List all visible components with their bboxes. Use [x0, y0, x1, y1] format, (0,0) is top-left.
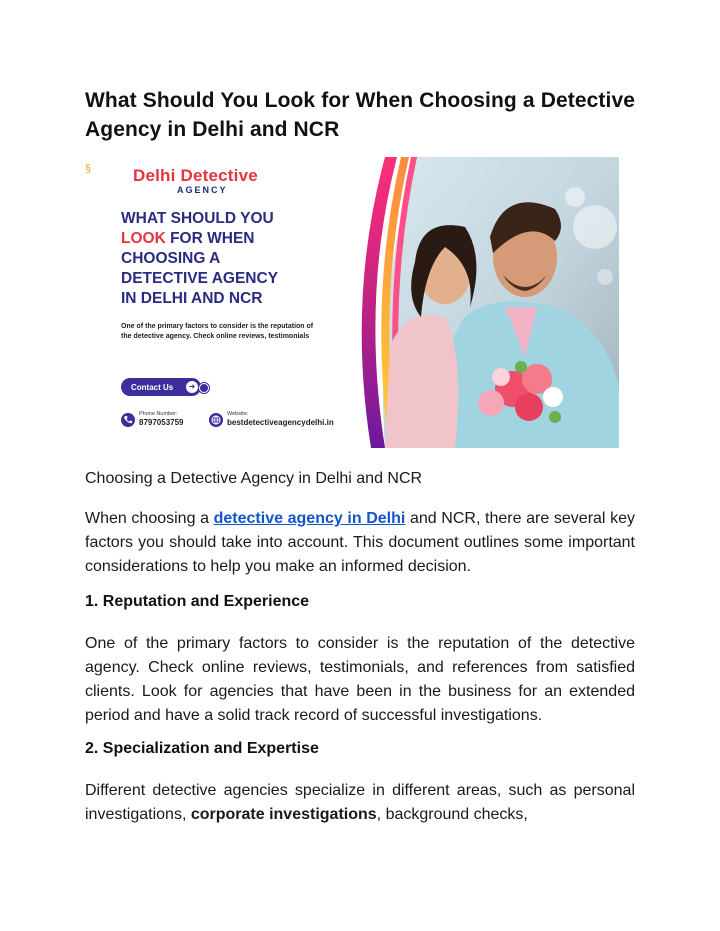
phone-number: 8797053759 — [139, 418, 184, 427]
section-heading: 2. Specialization and Expertise — [85, 740, 319, 757]
intro-paragraph — [85, 507, 635, 579]
intro-text: When choosing a — [85, 510, 214, 527]
banner-image — [85, 157, 619, 448]
headline-line — [121, 229, 331, 249]
phone-label: Phone Number: — [139, 411, 178, 417]
body-bold-text: corporate investigations — [190, 806, 377, 823]
website-label: Website: — [227, 411, 249, 417]
document-title: What Should You Look for When Choosing a Detective Agency in Delhi and NCR — [85, 89, 635, 141]
section-body: One of the primary factors to consider is the reputation of the detective agency. Check online reviews, testimonials, and references from satisfied clients. Look for agencies that have been in the business for an extended period and have a solid track record of successful investigations. — [85, 635, 635, 724]
globe-icon — [209, 413, 223, 427]
headline-highlight: LOOK — [121, 230, 166, 247]
website-url: bestdetectiveagencydelhi.in — [227, 418, 334, 427]
intro-text: and NCR, there are several key factors you should take into account. This document outlines some important considerations to help you make an informed decision. — [85, 510, 636, 575]
section-heading: 1. Reputation and Experience — [85, 593, 310, 610]
detective-agency-link[interactable]: detective agency in Delhi — [213, 510, 406, 527]
banner-headline — [121, 209, 331, 309]
sparkle-icon: § — [85, 163, 92, 175]
headline-line: IN DELHI AND NCR — [121, 290, 263, 307]
headline-line: DETECTIVE AGENCY — [121, 270, 279, 287]
body-text: , background checks, — [376, 806, 528, 823]
brand-name: Delhi Detective — [133, 166, 258, 185]
section-body — [85, 779, 635, 827]
section-subtitle: Choosing a Detective Agency in Delhi and NCR — [85, 470, 423, 487]
dot-icon — [199, 383, 209, 393]
headline-line: CHOOSING A — [121, 250, 221, 267]
contact-us-label: Contact Us — [131, 382, 174, 392]
headline-line: WHAT SHOULD YOU — [121, 210, 274, 227]
headline-word: FOR WHEN — [170, 230, 255, 247]
phone-icon — [121, 413, 135, 427]
banner-blurb: One of the primary factors to consider is the reputation of the detective agency. Check online reviews, testimonials — [121, 323, 314, 340]
body-text: Different detective agencies specialize in different areas, such as personal investigations, — [85, 782, 635, 823]
arrow-right-icon: ➜ — [186, 381, 198, 393]
contact-us-button[interactable] — [121, 378, 201, 396]
brand-subtitle: AGENCY — [177, 185, 228, 195]
